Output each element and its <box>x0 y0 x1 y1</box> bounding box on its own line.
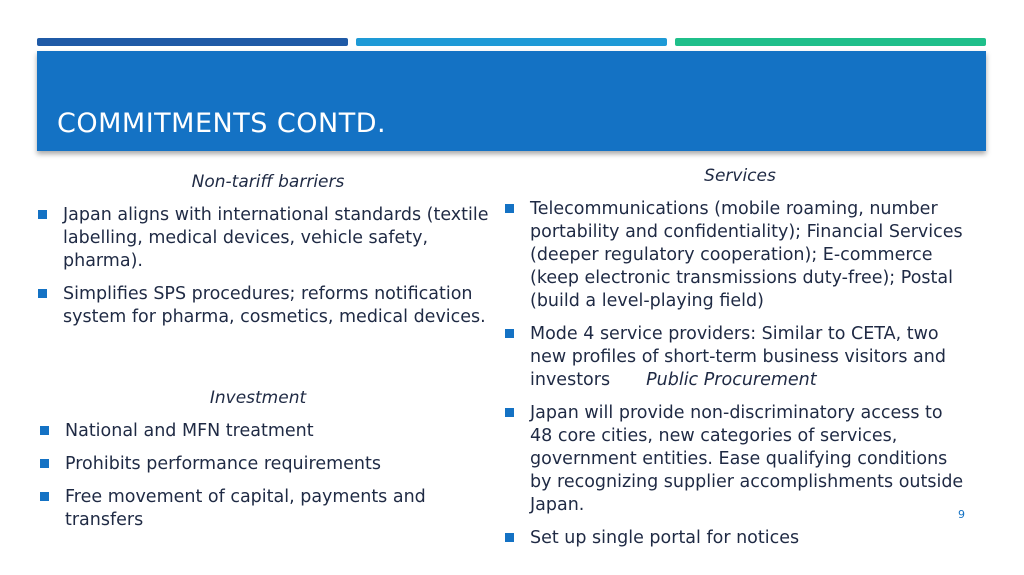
investment-heading: Investment <box>209 388 307 408</box>
services-heading: Services <box>704 166 776 186</box>
bullet-square-icon <box>505 329 514 338</box>
investment-list <box>40 420 460 542</box>
list-item: Simplifies SPS procedures; reforms notification system for pharma, cosmetics, medical devices. <box>38 283 503 329</box>
title-banner <box>37 51 986 151</box>
slide-title: COMMITMENTS CONTD. <box>57 108 387 139</box>
accent-bar-right <box>675 38 986 46</box>
ntb-list <box>38 204 503 339</box>
page-number: 9 <box>958 508 965 521</box>
list-item: Free movement of capital, payments and transfers <box>40 486 460 532</box>
bullet-square-icon <box>505 204 514 213</box>
list-item: Mode 4 service providers: Similar to CETA, two new profiles of short-term business visitors and investors Public Procurement <box>505 323 965 392</box>
bullet-square-icon <box>38 210 47 219</box>
list-item: Prohibits performance requirements <box>40 453 460 476</box>
list-item: Set up single portal for notices <box>505 527 965 550</box>
accent-bar-middle <box>356 38 667 46</box>
accent-bar-left <box>37 38 348 46</box>
bullet-square-icon <box>40 426 49 435</box>
ntb-heading: Non-tariff barriers <box>191 172 345 192</box>
bullet-square-icon <box>505 408 514 417</box>
bullet-square-icon <box>40 492 49 501</box>
bullet-square-icon <box>40 459 49 468</box>
bullet-square-icon <box>505 533 514 542</box>
list-item: Telecommunications (mobile roaming, number portability and confidentiality); Financial Services (deeper regulatory cooperation); E-commerce (keep electronic transmissions duty-free); Postal (build a level-playing field) <box>505 198 965 313</box>
list-item: Japan will provide non-discriminatory access to 48 core cities, new categories of services, government entities. Ease qualifying conditions by recognizing supplier accomplishments outside Japan. <box>505 402 965 517</box>
list-item: Japan aligns with international standards (textile labelling, medical devices, vehicle safety, pharma). <box>38 204 503 273</box>
bullet-square-icon <box>38 289 47 298</box>
services-list <box>505 198 965 560</box>
procurement-heading: Public Procurement <box>646 370 817 390</box>
list-item: National and MFN treatment <box>40 420 460 443</box>
